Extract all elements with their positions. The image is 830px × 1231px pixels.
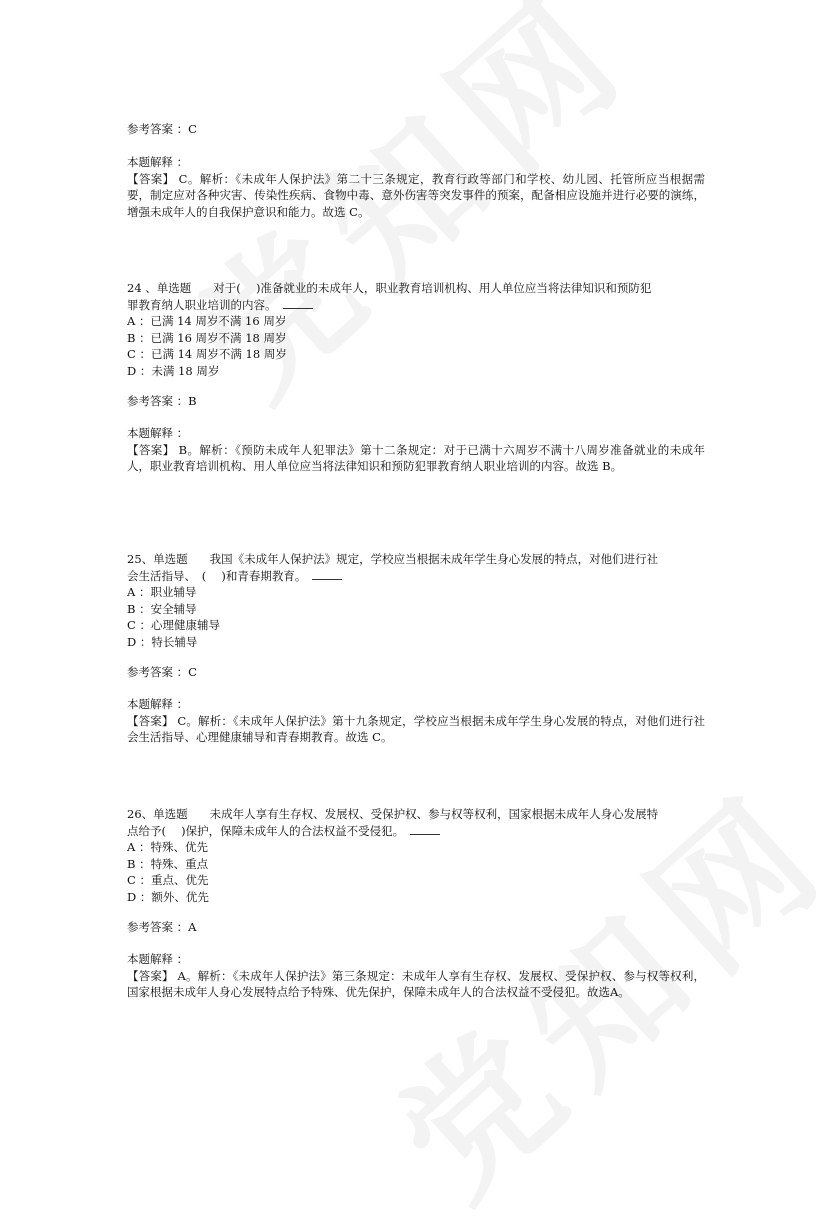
question-stem-line-2: 会生活指导、 ( )和青春期教育。: [127, 568, 705, 585]
option-d: D ：特长辅导: [127, 634, 198, 649]
answer-line: 参考答案 ：C: [127, 665, 197, 679]
explain-text: 【答案】 C。解析：《未成年人保护法》第二十三条规定，教育行政等部门和学校、幼儿园、托管所应当根据需要，制定应对各种灾害、传染性疾病、食物中毒、意外伤害等突发事件的预案，配备相应设施并进行必要的演练，增强未成年人的自我保护意识和能力。故选 C。: [127, 171, 705, 219]
question-stem-line-1: [127, 551, 705, 568]
option-a: A ：职业辅导: [127, 585, 197, 599]
option-b: B ：特殊、重点: [127, 856, 209, 871]
question-stem-line-2: 罪教育纳人职业培训的内容。: [127, 297, 705, 314]
answer-line: 参考答案 ：B: [127, 394, 197, 408]
option-d: D ：未满 18 周岁: [127, 363, 220, 378]
question-head: 26、单选题: [127, 807, 188, 821]
option-a: A ：已满 14 周岁不满 16 周岁: [127, 314, 287, 328]
question-head: 25、单选题: [127, 552, 188, 566]
explain-text: 【答案】 C。解析：《未成年人保护法》第十九条规定，学校应当根据未成年学生身心发展的特点，对他们进行社会生活指导、心理健康辅导和青春期教育。故选 C。: [127, 713, 705, 744]
answer-blank: [312, 570, 342, 580]
q24-explanation: [127, 425, 705, 475]
q26-explanation: [127, 951, 705, 1001]
explain-title: 本题解释 ：: [127, 426, 189, 440]
question-stem-line-1: [127, 806, 705, 823]
option-b: B ：安全辅导: [127, 601, 197, 616]
option-b: B ：已满 16 周岁不满 18 周岁: [127, 330, 287, 345]
option-c: C ：已满 14 周岁不满 18 周岁: [127, 347, 287, 361]
q23-answer: [127, 121, 705, 138]
answer-blank: [410, 825, 440, 835]
question-stem-line-2: 点给予( )保护，保障未成年人的合法权益不受侵犯。: [127, 823, 705, 840]
option-c: C ：重点、优先: [127, 873, 209, 887]
question-head: 24 、单选题: [127, 281, 192, 295]
question-stem: 对于( )准备就业的未成年人，职业教育培训机构、用人单位应当将法律知识和预防犯: [213, 281, 652, 295]
q25-answer: [127, 664, 705, 681]
q26-question: [127, 806, 705, 905]
q24-answer: [127, 393, 705, 410]
q26-answer: [127, 919, 705, 936]
q25-question: [127, 551, 705, 650]
question-stem: 我国《未成年人保护法》规定，学校应当根据未成年学生身心发展的特点，对他们进行社: [209, 552, 659, 566]
explain-text: 【答案】 A。解析：《未成年人保护法》第三条规定：未成年人享有生存权、发展权、受保护权、参与权等权利，国家根据未成年人身心发展特点给予特殊、优先保护，保障未成年人的合法权益不受侵犯。故选A。: [127, 968, 705, 999]
q24-question: [127, 280, 705, 379]
answer-line: 参考答案 ：C: [127, 122, 197, 136]
explain-title: 本题解释 ：: [127, 155, 189, 169]
option-a: A ：特殊、优先: [127, 840, 208, 854]
explain-title: 本题解释 ：: [127, 697, 189, 711]
question-stem-line-1: [127, 280, 705, 297]
explain-text: 【答案】 B。解析：《预防未成年人犯罪法》第十二条规定：对于已满十六周岁不满十八周岁准备就业的未成年人，职业教育培训机构、用人单位应当将法律知识和预防犯罪教育纳人职业培训的内容。故选 B。: [127, 442, 705, 473]
answer-line: 参考答案 ：A: [127, 920, 197, 934]
answer-blank: [283, 299, 313, 309]
option-c: C ：心理健康辅导: [127, 618, 220, 632]
q25-explanation: [127, 696, 705, 746]
explain-title: 本题解释 ：: [127, 952, 189, 966]
question-stem: 未成年人享有生存权、发展权、受保护权、参与权等权利，国家根据未成年人身心发展特: [209, 807, 659, 821]
q23-explanation: [127, 154, 705, 220]
option-d: D ：额外、优先: [127, 889, 209, 904]
